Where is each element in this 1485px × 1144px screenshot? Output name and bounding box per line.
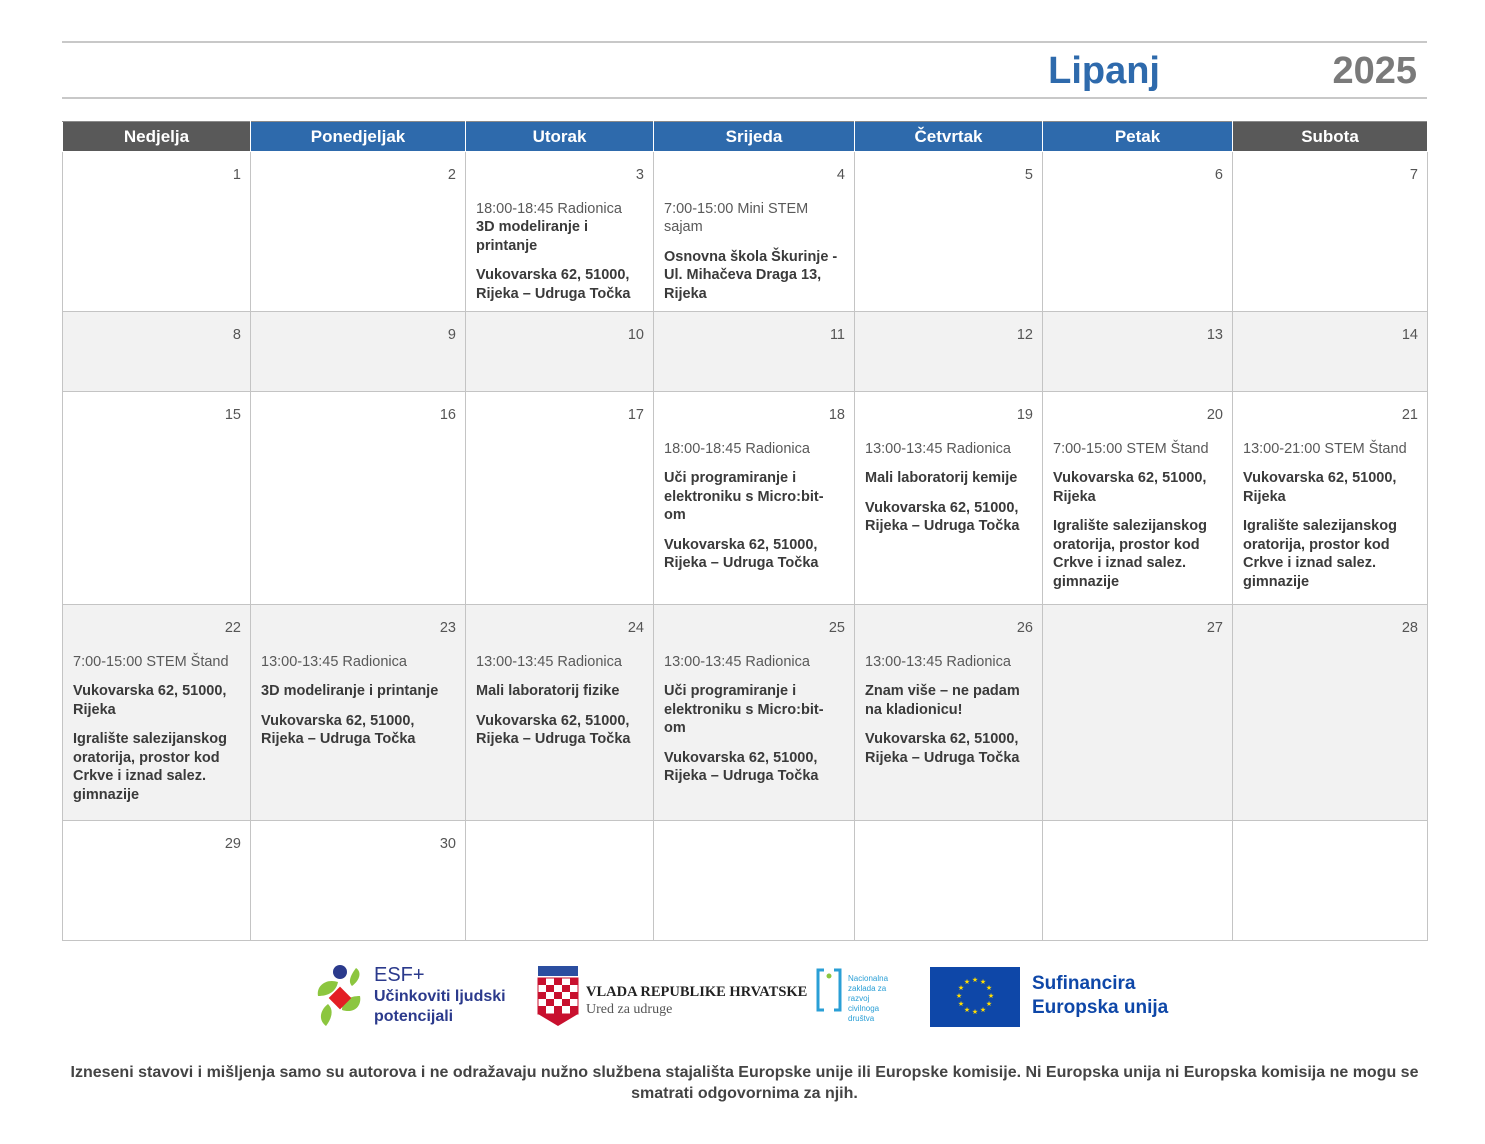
day-cell xyxy=(855,392,1043,605)
esf-logo xyxy=(308,964,518,1030)
event-location: Igralište salezijanskog oratorija, prostor kod Crkve i iznad salez. gimnazije xyxy=(73,731,227,803)
nzrcd-logo-line: civilnoga xyxy=(848,1004,880,1013)
day-cell xyxy=(251,312,466,392)
day-cell xyxy=(466,152,654,312)
event-time: 13:00-13:45 Radionica xyxy=(261,653,407,670)
event-location: Vukovarska 62, 51000, Rijeka – Udruga Točka xyxy=(476,712,631,747)
vlada-logo-title: VLADA REPUBLIKE HRVATSKE xyxy=(586,984,808,1000)
esf-logo-title: ESF+ xyxy=(374,964,425,986)
day-cell xyxy=(466,312,654,392)
day-cell xyxy=(1233,392,1428,605)
week-row xyxy=(63,392,1428,605)
vlada-logo-subtitle: Ured za udruge xyxy=(586,1002,673,1017)
day-number: 22 xyxy=(224,620,241,636)
day-number: 11 xyxy=(829,327,845,343)
nzrcd-logo-line: Nacionalna xyxy=(848,974,889,983)
day-cell xyxy=(63,312,251,392)
event-location: Osnovna škola Škurinje - Ul. Mihačeva Draga 13, Rijeka xyxy=(664,248,838,302)
day-number: 30 xyxy=(439,836,456,852)
day-cell xyxy=(654,312,855,392)
svg-text:★: ★ xyxy=(955,992,963,1000)
event-location: Vukovarska 62, 51000, Rijeka – Udruga Točka xyxy=(476,267,631,302)
day-cell xyxy=(855,312,1043,392)
day-number: 8 xyxy=(232,327,241,343)
event-location: Vukovarska 62, 51000, Rijeka – Udruga Točka xyxy=(664,536,819,571)
month-title: Lipanj xyxy=(1048,50,1160,92)
svg-text:★: ★ xyxy=(957,1000,965,1008)
eu-logo-line: Sufinancira xyxy=(1032,973,1136,994)
day-cell-empty xyxy=(855,821,1043,941)
event-time: 7:00-15:00 Mini STEM sajam xyxy=(664,200,809,235)
event-title: Mali laboratorij fizike xyxy=(476,683,620,699)
day-cell xyxy=(1233,312,1428,392)
svg-text:★: ★ xyxy=(985,984,993,992)
day-number: 18 xyxy=(828,407,845,423)
day-number: 9 xyxy=(447,327,456,343)
event-title: Uči programiranje i elektroniku s Micro:bit-om xyxy=(664,470,824,523)
svg-text:★: ★ xyxy=(963,978,971,986)
day-number: 24 xyxy=(627,620,644,636)
event-location: Vukovarska 62, 51000, Rijeka – Udruga Točka xyxy=(261,712,416,747)
day-cell xyxy=(251,392,466,605)
day-number: 4 xyxy=(836,167,845,183)
day-cell xyxy=(63,392,251,605)
day-number: 16 xyxy=(439,407,456,423)
svg-text:★: ★ xyxy=(985,1000,993,1008)
day-cell xyxy=(654,152,855,312)
weekday-header: Srijeda xyxy=(654,122,855,152)
eu-disclaimer: Izneseni stavovi i mišljenja samo su autorova i ne odražavaju nužno službena stajališta Europske unije ili Europske komisije. Ni Europska unija ni Europska komisija ne mogu se smatrati odgovornima za njih. xyxy=(70,1064,1419,1102)
weekday-header-row xyxy=(63,122,1428,152)
day-cell xyxy=(251,821,466,941)
day-number: 1 xyxy=(232,167,241,183)
day-cell xyxy=(1233,152,1428,312)
eu-logo xyxy=(930,967,1190,1029)
svg-text:★: ★ xyxy=(971,976,979,984)
day-cell xyxy=(1043,152,1233,312)
weekday-header: Utorak xyxy=(466,122,654,152)
day-cell xyxy=(1043,312,1233,392)
day-number: 19 xyxy=(1016,407,1033,423)
sponsor-logos xyxy=(0,964,1485,1034)
day-number: 17 xyxy=(627,407,644,423)
day-cell-empty xyxy=(1043,821,1233,941)
day-cell xyxy=(1043,392,1233,605)
week-row xyxy=(63,152,1428,312)
event-location: Vukovarska 62, 51000, Rijeka – Udruga Točka xyxy=(664,749,819,784)
day-number: 25 xyxy=(828,620,845,636)
week-row xyxy=(63,312,1428,392)
event-location: Vukovarska 62, 51000, Rijeka – Udruga Točka xyxy=(865,731,1020,766)
weekday-header: Četvrtak xyxy=(855,122,1043,152)
eu-flag-icon xyxy=(930,967,1020,1027)
day-number: 21 xyxy=(1401,407,1418,423)
day-cell xyxy=(63,605,251,821)
day-number: 28 xyxy=(1401,620,1418,636)
day-number: 3 xyxy=(635,167,644,183)
event-location: Vukovarska 62, 51000, Rijeka – Udruga Točka xyxy=(865,499,1020,534)
event-time: 7:00-15:00 STEM Štand xyxy=(73,653,229,670)
svg-text:★: ★ xyxy=(963,1006,971,1014)
event-time: 13:00-13:45 Radionica xyxy=(865,653,1011,670)
esf-logo-line: Učinkoviti ljudski xyxy=(374,988,506,1005)
day-cell-empty xyxy=(1233,821,1428,941)
day-cell-empty xyxy=(466,821,654,941)
day-cell xyxy=(855,152,1043,312)
day-number: 29 xyxy=(224,836,241,852)
weekday-header: Petak xyxy=(1043,122,1233,152)
esf-logo-line: potencijali xyxy=(374,1008,454,1025)
event-title: 3D modeliranje i printanje xyxy=(261,683,439,699)
day-number: 20 xyxy=(1206,407,1223,423)
weekday-header: Ponedjeljak xyxy=(251,122,466,152)
event-time: 13:00-13:45 Radionica xyxy=(865,440,1011,457)
event-time: 7:00-15:00 STEM Štand xyxy=(1053,440,1209,457)
calendar-grid xyxy=(62,121,1428,941)
event-time: 18:00-18:45 Radionica xyxy=(476,200,622,217)
event-location: Igralište salezijanskog oratorija, prostor kod Crkve i iznad salez. gimnazije xyxy=(1053,518,1207,590)
svg-text:★: ★ xyxy=(971,1008,979,1016)
event-time: 13:00-13:45 Radionica xyxy=(664,653,810,670)
day-number: 23 xyxy=(439,620,456,636)
event-title: Mali laboratorij kemije xyxy=(865,470,1018,486)
event-time: 18:00-18:45 Radionica xyxy=(664,440,810,457)
nzrcd-logo-text xyxy=(848,974,888,1024)
nzrcd-logo-line: razvoj xyxy=(848,994,870,1003)
day-number: 2 xyxy=(447,167,456,183)
day-cell xyxy=(1043,605,1233,821)
day-cell xyxy=(63,821,251,941)
day-number: 10 xyxy=(627,327,644,343)
day-cell-empty xyxy=(654,821,855,941)
nzrcd-logo xyxy=(816,968,912,1030)
svg-text:★: ★ xyxy=(987,992,995,1000)
bracket-logo-icon xyxy=(816,968,842,1012)
day-cell xyxy=(654,392,855,605)
vlada-logo xyxy=(536,966,808,1030)
croatian-coat-of-arms-icon xyxy=(536,966,580,1028)
day-number: 5 xyxy=(1024,167,1033,183)
event-title: 3D modeliranje i printanje xyxy=(476,219,589,254)
weekday-header: Subota xyxy=(1233,122,1428,152)
day-cell xyxy=(251,152,466,312)
day-number: 13 xyxy=(1206,327,1223,343)
day-cell xyxy=(654,605,855,821)
nzrcd-logo-line: društva xyxy=(848,1014,875,1023)
day-number: 27 xyxy=(1206,620,1223,636)
event-time: 13:00-13:45 Radionica xyxy=(476,653,622,670)
day-cell xyxy=(251,605,466,821)
weekday-header: Nedjelja xyxy=(63,122,251,152)
nzrcd-logo-line: zaklada za xyxy=(848,984,887,993)
day-number: 6 xyxy=(1214,167,1223,183)
event-address: Vukovarska 62, 51000, Rijeka xyxy=(1053,470,1207,505)
year-title: 2025 xyxy=(1332,50,1417,92)
svg-text:★: ★ xyxy=(957,984,965,992)
day-cell xyxy=(466,392,654,605)
day-number: 12 xyxy=(1016,327,1033,343)
day-number: 26 xyxy=(1016,620,1033,636)
event-time: 13:00-21:00 STEM Štand xyxy=(1243,440,1407,457)
eu-logo-line: Europska unija xyxy=(1032,997,1169,1018)
svg-text:★: ★ xyxy=(979,978,987,986)
esf-flower-icon xyxy=(308,964,368,1028)
week-row xyxy=(63,821,1428,941)
day-cell xyxy=(855,605,1043,821)
day-cell xyxy=(63,152,251,312)
event-address: Vukovarska 62, 51000, Rijeka xyxy=(1243,470,1397,505)
day-number: 15 xyxy=(224,407,241,423)
event-address: Vukovarska 62, 51000, Rijeka xyxy=(73,683,227,718)
day-cell xyxy=(466,605,654,821)
day-number: 14 xyxy=(1401,327,1418,343)
event-title: Znam više – ne padam na kladionicu! xyxy=(865,683,1020,718)
week-row xyxy=(63,605,1428,821)
event-location: Igralište salezijanskog oratorija, prostor kod Crkve i iznad salez. gimnazije xyxy=(1243,518,1397,590)
day-number: 7 xyxy=(1409,167,1418,183)
top-rule xyxy=(62,41,1427,43)
event-title: Uči programiranje i elektroniku s Micro:bit-om xyxy=(664,683,824,736)
header-rule xyxy=(62,97,1427,99)
day-cell xyxy=(1233,605,1428,821)
svg-text:★: ★ xyxy=(979,1006,987,1014)
